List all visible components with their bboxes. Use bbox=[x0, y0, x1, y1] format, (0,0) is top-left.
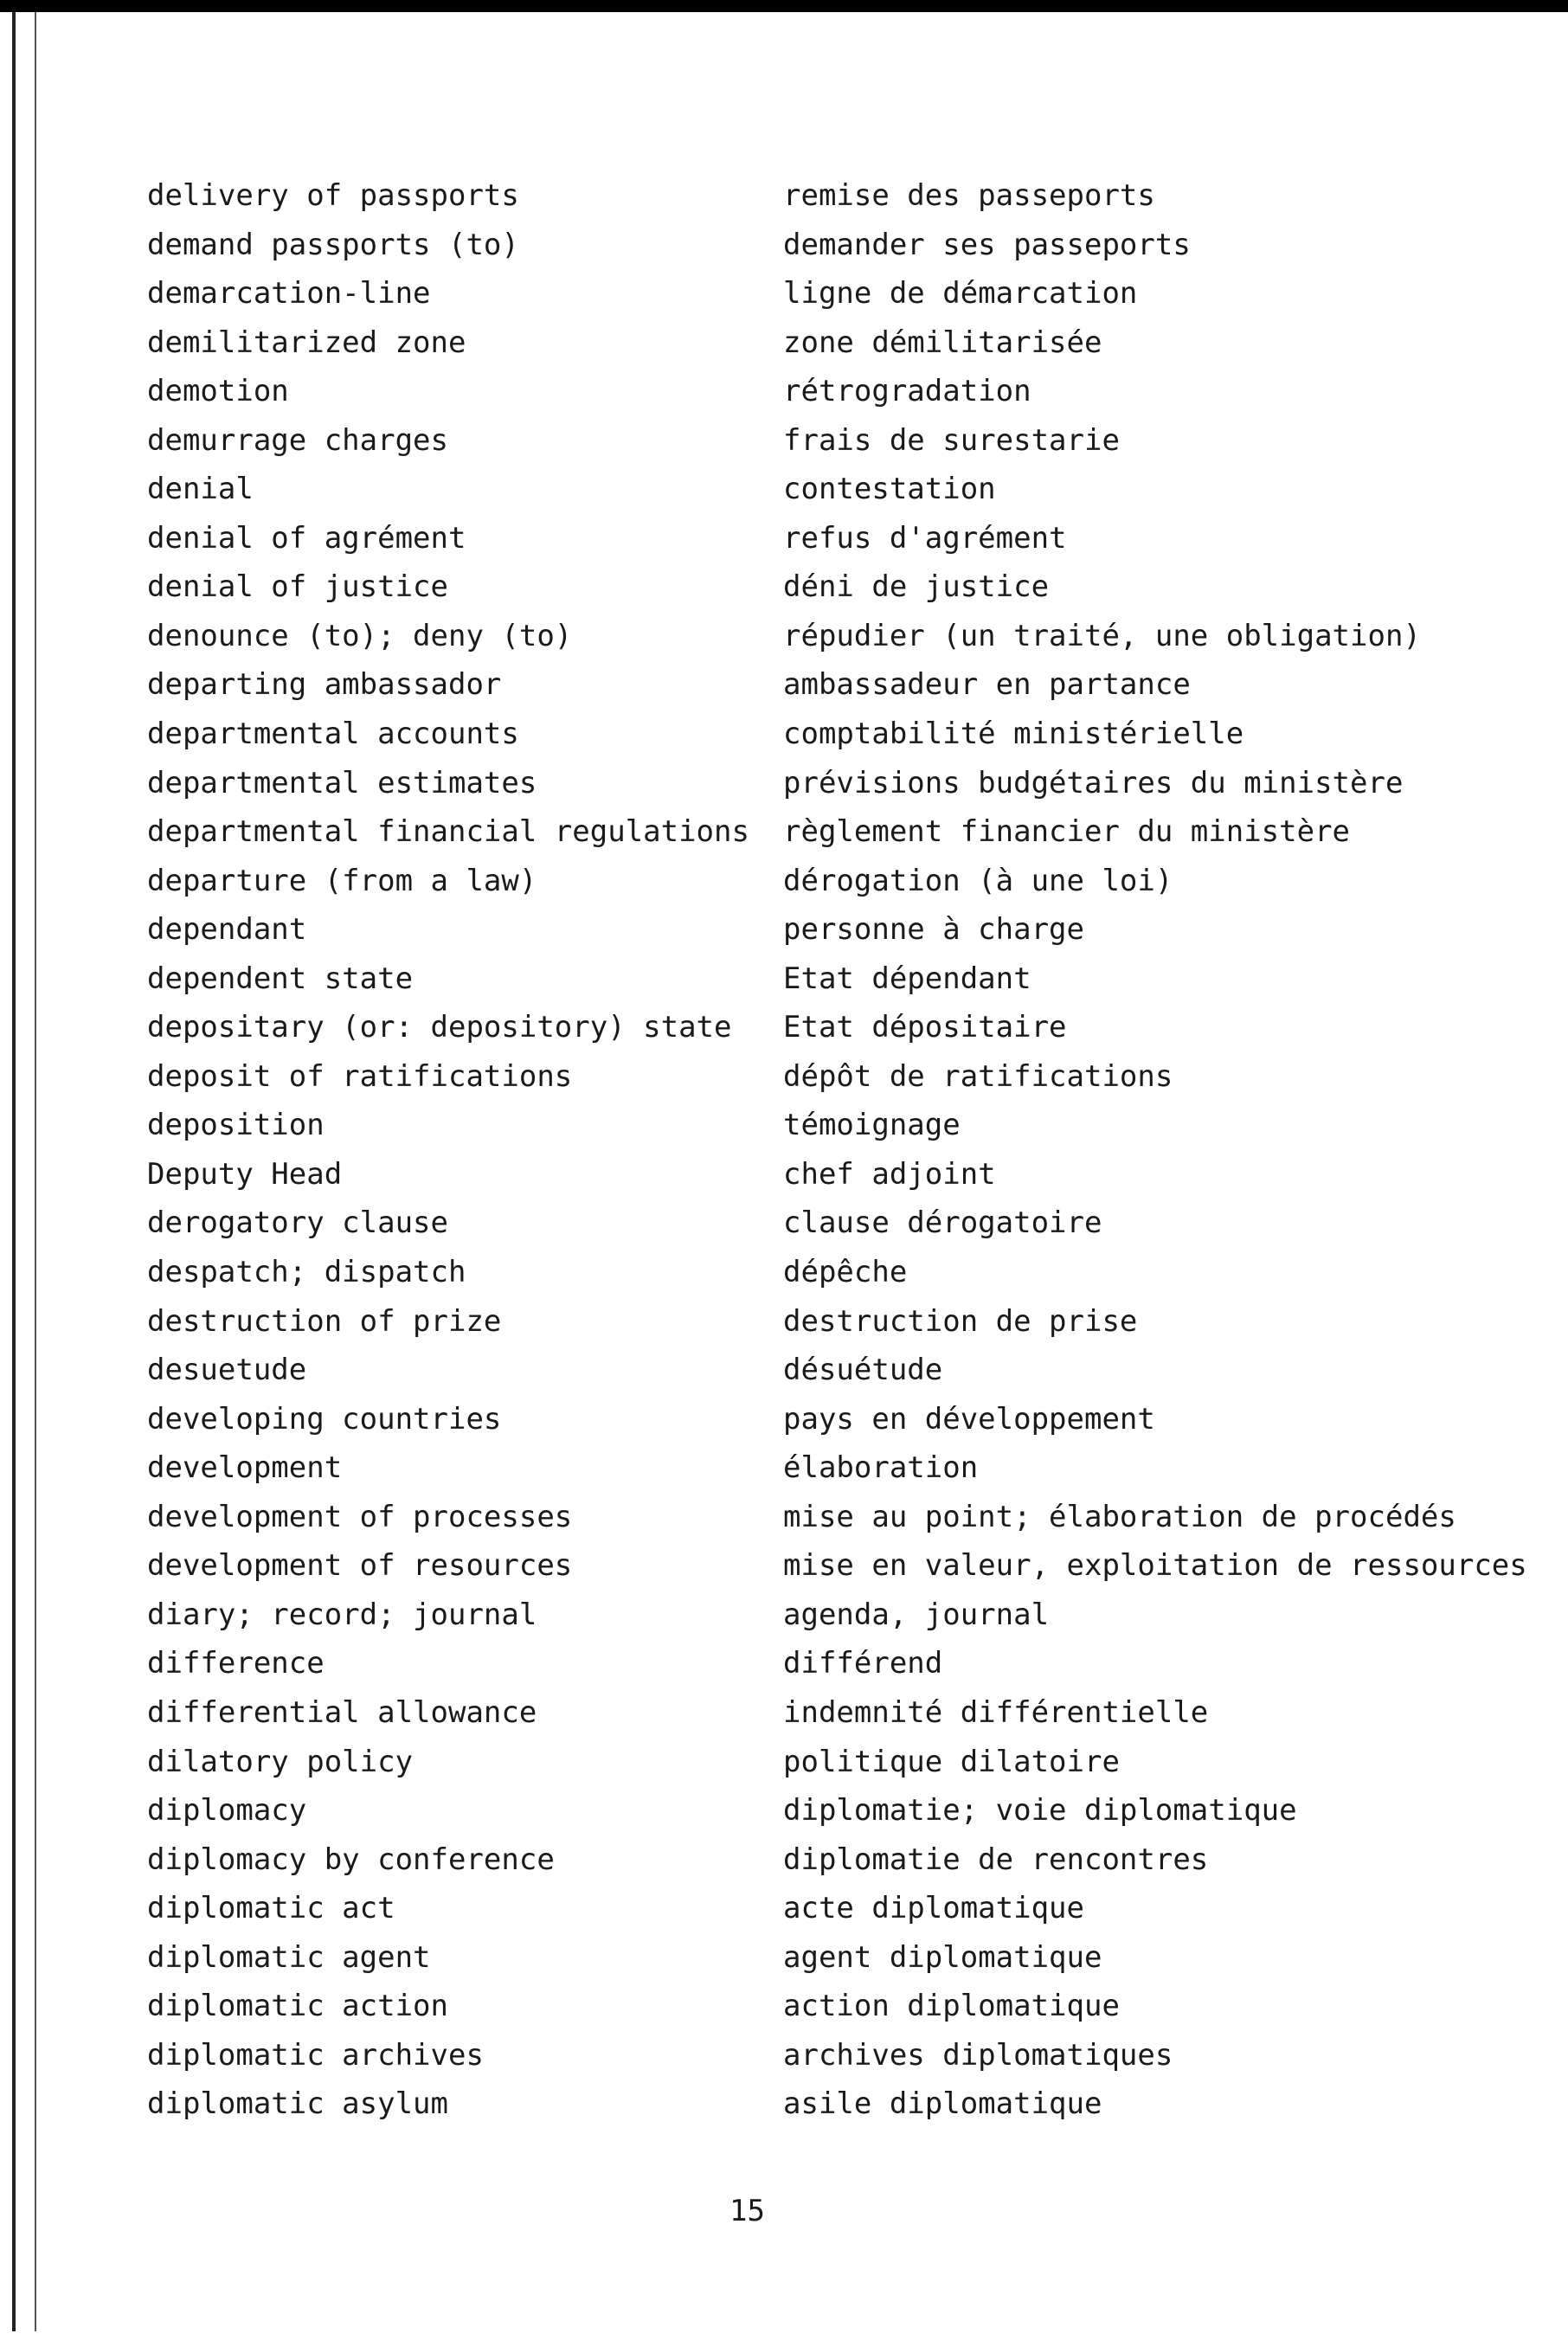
english-term: destruction of prize bbox=[147, 1303, 502, 1339]
english-term: diplomatic archives bbox=[147, 2037, 484, 2073]
french-term: mise au point; élaboration de procédés bbox=[783, 1499, 1456, 1534]
french-term: acte diplomatique bbox=[783, 1891, 1084, 1926]
english-term: development of resources bbox=[147, 1548, 573, 1584]
english-term: demurrage charges bbox=[147, 422, 448, 458]
french-term: dépôt de ratifications bbox=[783, 1058, 1173, 1094]
french-term: dépêche bbox=[783, 1255, 908, 1290]
french-term: diplomatie; voie diplomatique bbox=[783, 1793, 1297, 1829]
french-term: désuétude bbox=[783, 1353, 943, 1388]
english-term: deposition bbox=[147, 1108, 325, 1143]
english-term: denial of justice bbox=[147, 569, 448, 605]
french-term: zone démilitarisée bbox=[783, 325, 1102, 360]
scan-left-edge bbox=[12, 12, 16, 2331]
english-term: dependant bbox=[147, 912, 307, 948]
french-term: chef adjoint bbox=[783, 1156, 996, 1192]
english-term: Deputy Head bbox=[147, 1156, 343, 1192]
english-term-list bbox=[147, 171, 753, 2129]
french-term: action diplomatique bbox=[783, 1989, 1120, 2024]
english-term: demarcation-line bbox=[147, 276, 431, 312]
french-term: agenda, journal bbox=[783, 1597, 1050, 1632]
french-term: clause dérogatoire bbox=[783, 1205, 1102, 1241]
english-term: denial of agrément bbox=[147, 520, 466, 556]
page-number: 15 bbox=[729, 2194, 765, 2228]
french-term: refus d'agrément bbox=[783, 520, 1067, 556]
english-term: development bbox=[147, 1450, 343, 1486]
french-term: remise des passeports bbox=[783, 178, 1155, 213]
english-term: depositary (or: depository) state bbox=[147, 1010, 732, 1045]
english-term: diplomatic agent bbox=[147, 1939, 431, 1975]
french-term: répudier (un traité, une obligation) bbox=[783, 618, 1421, 653]
english-term: denounce (to); deny (to) bbox=[147, 618, 573, 653]
english-term: dilatory policy bbox=[147, 1744, 414, 1779]
english-term: development of processes bbox=[147, 1499, 573, 1534]
english-term: denial bbox=[147, 472, 254, 507]
french-term: dérogation (à une loi) bbox=[783, 863, 1173, 898]
french-term: Etat dépositaire bbox=[783, 1010, 1067, 1045]
scan-top-border bbox=[0, 0, 1568, 12]
english-term: demotion bbox=[147, 374, 289, 409]
french-term: règlement financier du ministère bbox=[783, 814, 1351, 850]
french-term: frais de surestarie bbox=[783, 422, 1120, 458]
english-term: deposit of ratifications bbox=[147, 1058, 573, 1094]
french-term: ligne de démarcation bbox=[783, 276, 1138, 312]
english-term: departure (from a law) bbox=[147, 863, 537, 898]
english-term: diplomacy by conference bbox=[147, 1842, 555, 1877]
french-term: asile diplomatique bbox=[783, 2086, 1102, 2122]
english-term: dependent state bbox=[147, 961, 414, 996]
french-term: mise en valeur, exploitation de ressources bbox=[783, 1548, 1527, 1584]
french-term: agent diplomatique bbox=[783, 1939, 1102, 1975]
english-term: departmental financial regulations bbox=[147, 814, 749, 850]
french-term: différend bbox=[783, 1646, 943, 1681]
english-term: diplomatic action bbox=[147, 1989, 448, 2024]
english-term: despatch; dispatch bbox=[147, 1255, 466, 1290]
english-term: diary; record; journal bbox=[147, 1597, 537, 1632]
english-term: derogatory clause bbox=[147, 1205, 448, 1241]
french-term: comptabilité ministérielle bbox=[783, 717, 1244, 752]
french-term: Etat dépendant bbox=[783, 961, 1031, 996]
french-term: diplomatie de rencontres bbox=[783, 1842, 1209, 1877]
french-term: élaboration bbox=[783, 1450, 979, 1486]
french-term: demander ses passeports bbox=[783, 227, 1191, 262]
english-term: departmental estimates bbox=[147, 765, 537, 800]
english-term: departing ambassador bbox=[147, 667, 502, 703]
french-term: pays en développement bbox=[783, 1401, 1155, 1437]
french-term: destruction de prise bbox=[783, 1303, 1138, 1339]
english-term: diplomacy bbox=[147, 1793, 307, 1829]
english-term: diplomatic asylum bbox=[147, 2086, 448, 2122]
french-term-list bbox=[783, 171, 1527, 2129]
french-term: contestation bbox=[783, 472, 996, 507]
english-term: delivery of passports bbox=[147, 178, 519, 213]
french-term: prévisions budgétaires du ministère bbox=[783, 765, 1404, 800]
english-term: diplomatic act bbox=[147, 1891, 395, 1926]
french-term: indemnité différentielle bbox=[783, 1694, 1209, 1730]
french-term: politique dilatoire bbox=[783, 1744, 1120, 1779]
french-term: déni de justice bbox=[783, 569, 1050, 605]
english-term: difference bbox=[147, 1646, 325, 1681]
french-term: témoignage bbox=[783, 1108, 961, 1143]
french-term: archives diplomatiques bbox=[783, 2037, 1173, 2073]
english-term: developing countries bbox=[147, 1401, 502, 1437]
scan-left-edge-line bbox=[35, 12, 36, 2331]
english-term: differential allowance bbox=[147, 1694, 537, 1730]
french-term: rétrogradation bbox=[783, 374, 1031, 409]
english-term: desuetude bbox=[147, 1353, 307, 1388]
english-term: departmental accounts bbox=[147, 717, 519, 752]
french-term: personne à charge bbox=[783, 912, 1084, 948]
english-term: demilitarized zone bbox=[147, 325, 466, 360]
french-term: ambassadeur en partance bbox=[783, 667, 1191, 703]
english-term: demand passports (to) bbox=[147, 227, 519, 262]
